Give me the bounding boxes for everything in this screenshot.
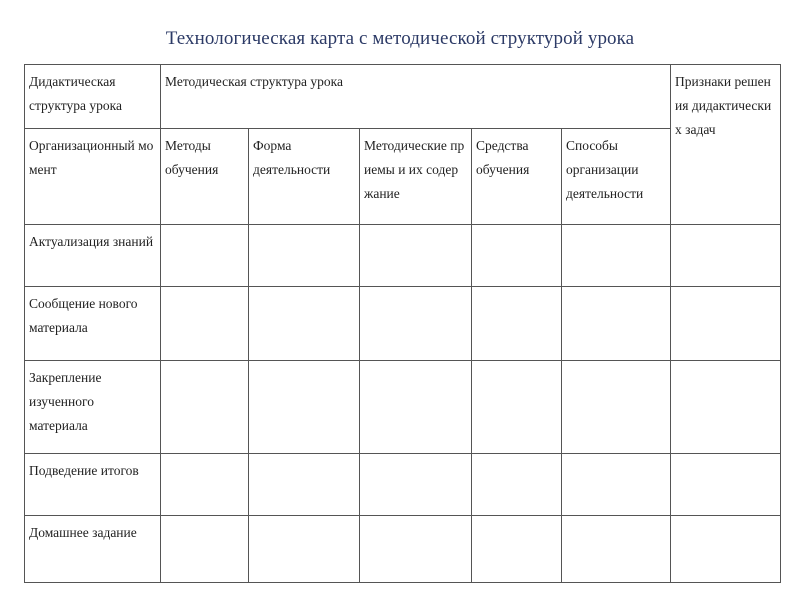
subheader-row [25,129,781,225]
empty-cell [671,516,781,583]
row-label: Домашнее задание [25,516,161,583]
header-row [25,65,781,129]
empty-cell [249,516,360,583]
empty-cell [472,361,562,454]
technological-map-table [24,64,781,583]
empty-cell [360,225,472,287]
empty-cell [562,287,671,361]
cell-org-moment: Организационный момент [25,129,161,225]
empty-cell [671,287,781,361]
empty-cell [671,454,781,516]
subheader-means: Средства обучения [472,129,562,225]
row-label: Подведение итогов [25,454,161,516]
subheader-methods: Методы обучения [161,129,249,225]
row-label: Сообщение нового материала [25,287,161,361]
empty-cell [161,225,249,287]
empty-cell [360,287,472,361]
table-row [25,361,781,454]
empty-cell [562,454,671,516]
header-signs-of-solution: Признаки решения дидактических задач [671,65,781,225]
empty-cell [562,361,671,454]
empty-cell [671,361,781,454]
header-methodical-structure: Методическая структура урока [161,65,671,129]
empty-cell [360,516,472,583]
empty-cell [360,361,472,454]
table-row [25,454,781,516]
row-label: Актуализация знаний [25,225,161,287]
empty-cell [161,516,249,583]
empty-cell [360,454,472,516]
empty-cell [472,454,562,516]
empty-cell [249,287,360,361]
table-row [25,225,781,287]
empty-cell [562,516,671,583]
empty-cell [472,225,562,287]
subheader-form: Форма деятельности [249,129,360,225]
empty-cell [161,287,249,361]
row-label: Закрепление изученного материала [25,361,161,454]
empty-cell [249,361,360,454]
empty-cell [161,361,249,454]
table-row [25,516,781,583]
empty-cell [671,225,781,287]
page-title: Технологическая карта с методической структурой урока [165,28,635,49]
subheader-techniques: Методические приемы и их содержание [360,129,472,225]
empty-cell [472,516,562,583]
empty-cell [472,287,562,361]
subheader-ways: Способы организации деятельности [562,129,671,225]
empty-cell [249,225,360,287]
header-didactic-structure: Дидактическая структура урока [25,65,161,129]
table-row [25,287,781,361]
empty-cell [562,225,671,287]
empty-cell [249,454,360,516]
empty-cell [161,454,249,516]
